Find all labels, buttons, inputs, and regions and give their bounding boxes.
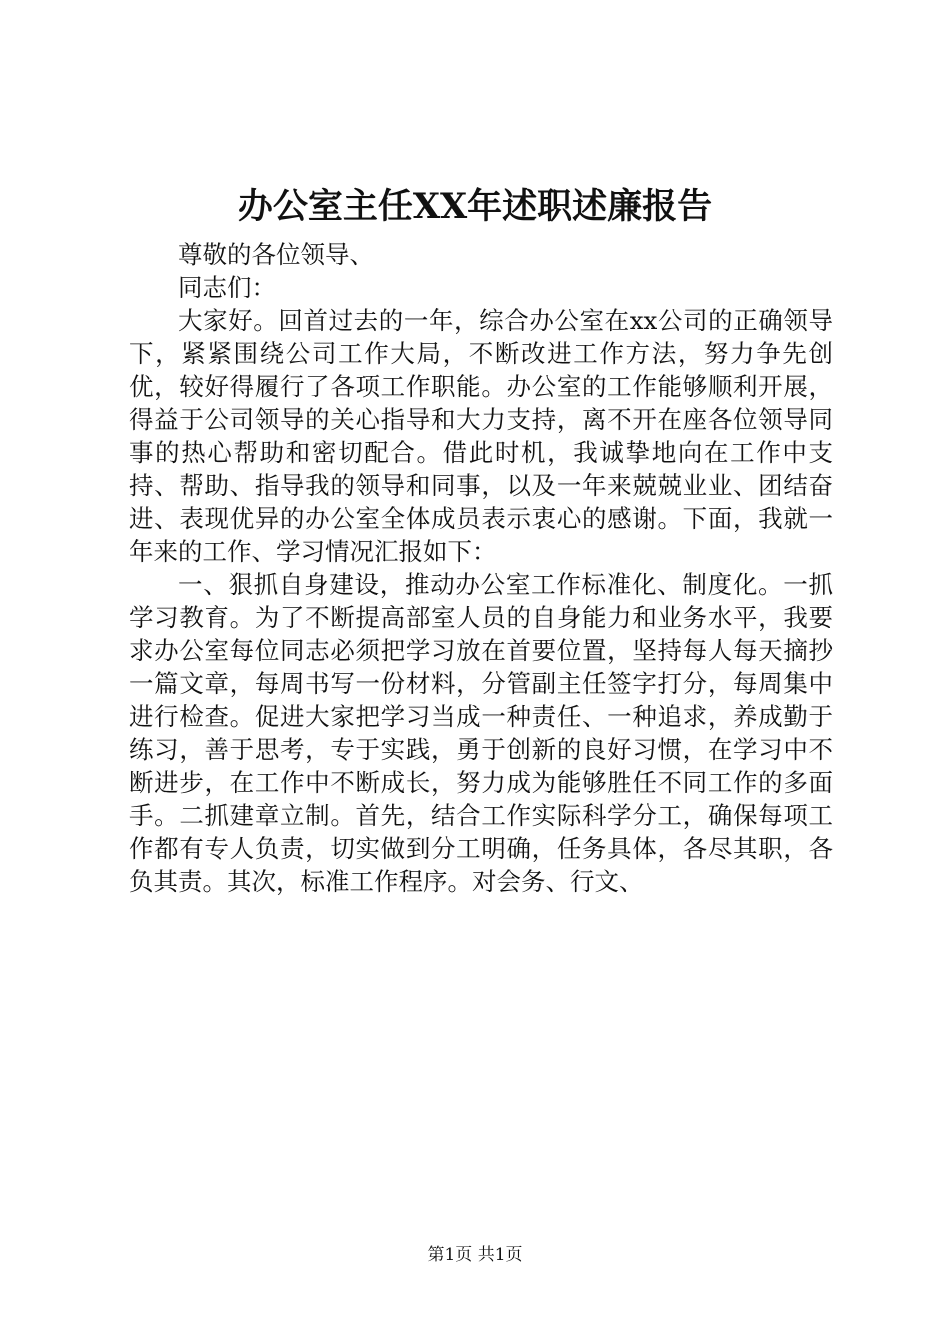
document-body — [129, 238, 833, 898]
body-paragraph-2: 一、狠抓自身建设，推动办公室工作标准化、制度化。一抓学习教育。为了不断提高部室人员的自身能力和业务水平，我要求办公室每位同志必须把学习放在首要位置，坚持每人每天摘抄一篇文章，每周书写一份材料，分管副主任签字打分，每周集中进行检查。促进大家把学习当成一种责任、一种追求，养成勤于练习，善于思考，专于实践，勇于创新的良好习惯，在学习中不断进步，在工作中不断成长，努力成为能够胜任不同工作的多面手。二抓建章立制。首先，结合工作实际科学分工，确保每项工作都有专人负责，切实做到分工明确，任务具体，各尽其职，各负其责。其次，标准工作程序。对会务、行文、 — [129, 570, 833, 896]
document-title: 办公室主任XX年述职述廉报告 — [237, 186, 713, 227]
body-paragraph-1: 大家好。回首过去的一年，综合办公室在xx公司的正确领导下，紧紧围绕公司工作大局，不断改进工作方法，努力争先创优，较好得履行了各项工作职能。办公室的工作能够顺利开展，得益于公司领导的关心指导和大力支持，离不开在座各位领导同事的热心帮助和密切配合。借此时机，我诚挚地向在工作中支持、帮助、指导我的领导和同事，以及一年来兢兢业业、团结奋进、表现优异的办公室全体成员表示衷心的感谢。下面，我就一年来的工作、学习情况汇报如下： — [129, 306, 833, 566]
page-footer: 第1页 共1页 — [427, 1245, 523, 1265]
salutation-line-1: 尊敬的各位领导、 — [178, 240, 374, 269]
salutation-line-2: 同志们： — [178, 273, 276, 302]
